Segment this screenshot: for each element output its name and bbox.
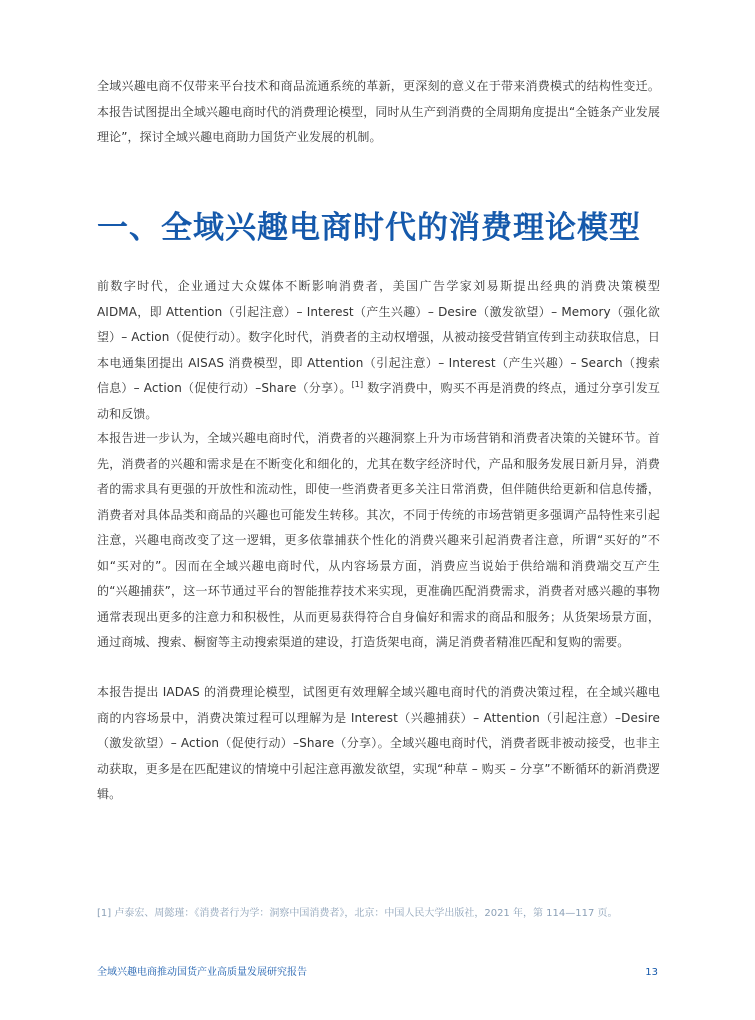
paragraph-1-text: 前数字时代，企业通过大众媒体不断影响消费者，美国广告学家刘易斯提出经典的消费决策模型 AIDMA，即 Attention（引起注意）– Interest（产生兴趣）– Desire（激发欲望）– Memory（强化欲望）– Action（促使行动）。数字化时代，消费者的主动权增强，从被动接受营销宣传到主动获取信息，日本电通集团提出 AISAS 消费模型，即 Attention（引起注意）– Interest（产生兴趣）– Search（搜索信息）– Action（促使行动）–Share（分享）。 <box>97 279 660 395</box>
intro-paragraph: 全域兴趣电商不仅带来平台技术和商品流通系统的革新，更深刻的意义在于带来消费模式的结构性变迁。本报告试图提出全域兴趣电商时代的消费理论模型，同时从生产到消费的全周期角度提出“全链条产业发展理论”，探讨全域兴趣电商助力国货产业发展的机制。 <box>97 79 660 144</box>
footer-report-title: 全域兴趣电商推动国货产业高质量发展研究报告 <box>97 967 307 978</box>
footnote: [1] 卢泰宏、周懿瑾：《消费者行为学：洞察中国消费者》，北京：中国人民大学出版社，2021 年，第 114—117 页。 <box>97 908 618 919</box>
paragraph-1-text-continued: 数字消费中，购买不再是消费的终点，通过分享引发互动和反馈。 <box>97 381 660 421</box>
page-number: 13 <box>645 967 658 978</box>
body-paragraph-3: 本报告提出 IADAS 的消费理论模型，试图更有效理解全域兴趣电商时代的消费决策过程，在全域兴趣电商的内容场景中，消费决策过程可以理解为是 Interest（兴趣捕获）– Attention（引起注意）–Desire（激发欲望）– Action（促使行动）–Share（分享）。全域兴趣电商时代，消费者既非被动接受，也非主动获取，更多是在匹配建议的情境中引起注意再激发欲望，实现“种草 – 购买 – 分享”不断循环的新消费逻辑。 <box>97 685 660 801</box>
section-heading: 一、全域兴趣电商时代的消费理论模型 <box>97 210 641 246</box>
footnote-reference[interactable]: [1] <box>351 380 364 389</box>
document-page <box>97 0 660 1020</box>
body-paragraph-2: 本报告进一步认为，全域兴趣电商时代，消费者的兴趣洞察上升为市场营销和消费者决策的关键环节。首先，消费者的兴趣和需求是在不断变化和细化的，尤其在数字经济时代，产品和服务发展日新月异，消费者的需求具有更强的开放性和流动性，即使一些消费者更多关注日常消费，但伴随供给更新和信息传播，消费者对具体品类和商品的兴趣也可能发生转移。其次，不同于传统的市场营销更多强调产品特性来引起注意，兴趣电商改变了这一逻辑，更多依靠捕获个性化的消费兴趣来引起消费者注意，所谓“买好的”不如“买对的”。因而在全域兴趣电商时代，从内容场景方面，消费应当说始于供给端和消费端交互产生的“兴趣捕获”，这一环节通过平台的智能推荐技术来实现，更准确匹配消费需求，消费者对感兴趣的事物通常表现出更多的注意力和积极性，从而更易获得符合自身偏好和需求的商品和服务；从货架场景方面，通过商城、搜索、橱窗等主动搜索渠道的建设，打造货架电商，满足消费者精准匹配和复购的需要。 <box>97 431 660 649</box>
body-paragraph-1 <box>97 274 660 427</box>
